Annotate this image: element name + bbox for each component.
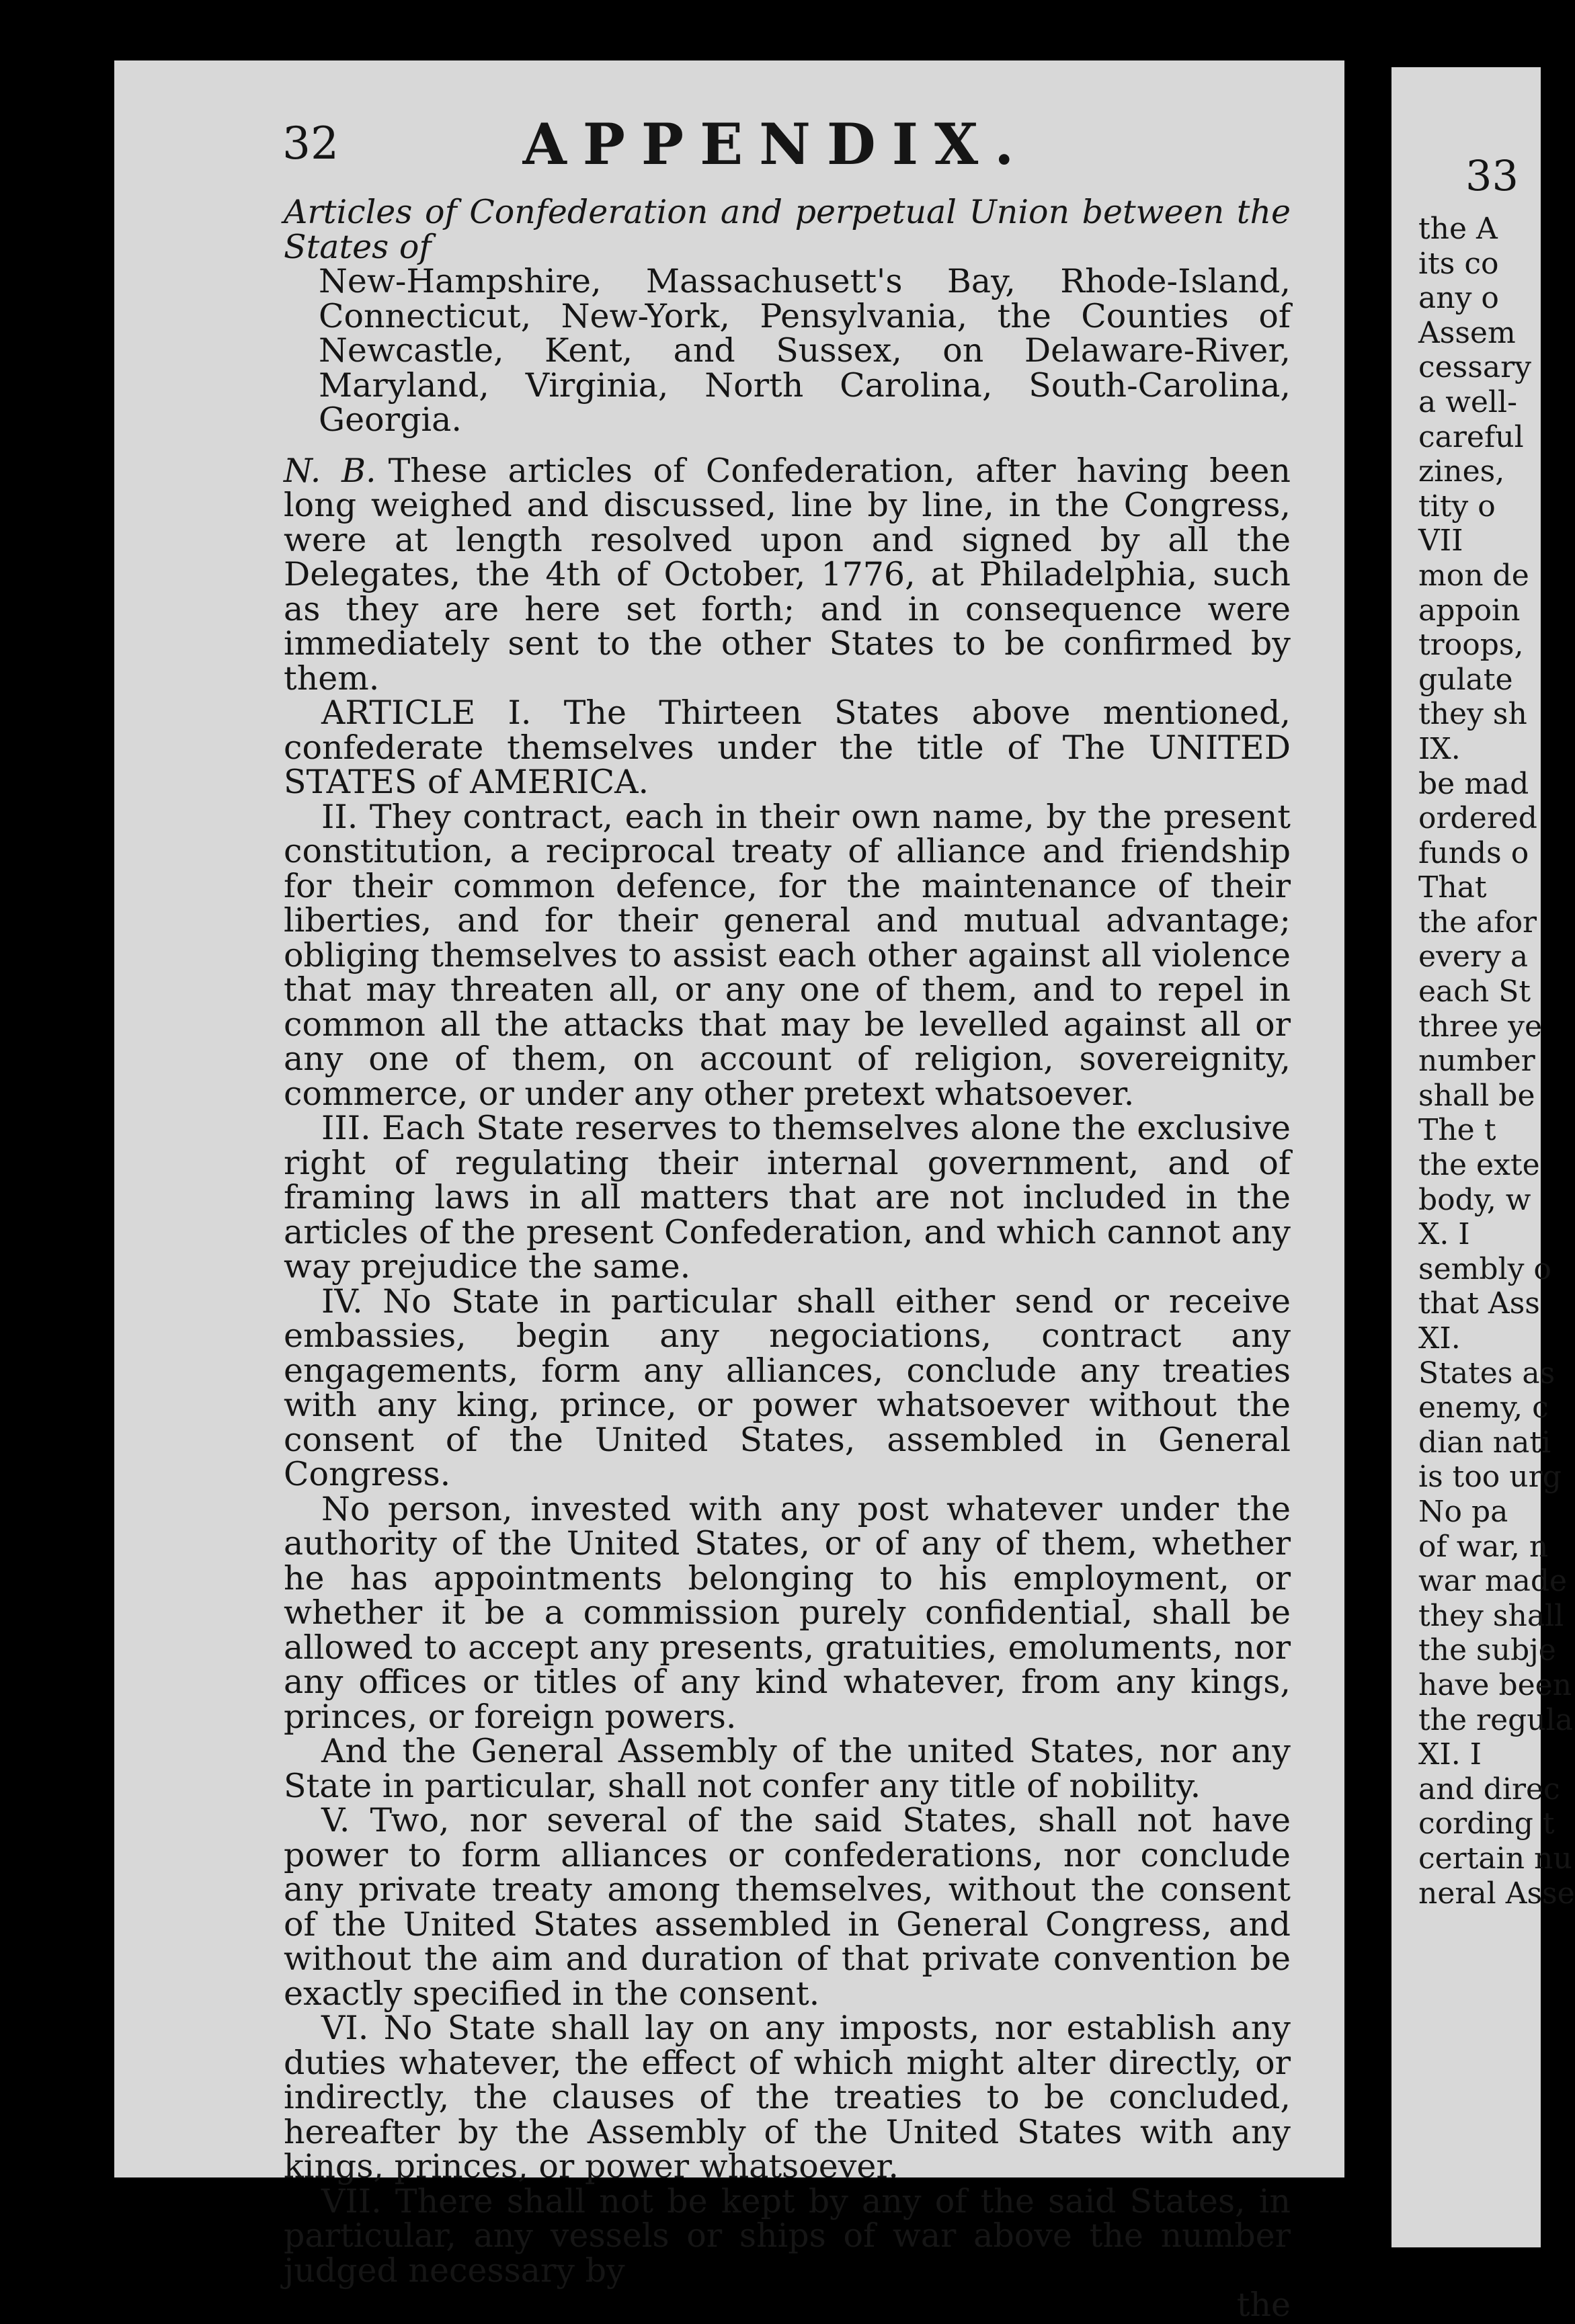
article-7: VII. There shall not be kept by any of the said States, in particular, any vessels or ships of war above the number judged necessary by [284, 2182, 1291, 2290]
right-page-line: No pa [1418, 1494, 1508, 1529]
right-page-line: they shall [1418, 1598, 1564, 1633]
right-page-text [1418, 212, 1575, 1911]
page-body [284, 195, 1291, 2323]
right-page-line: of war, n [1418, 1529, 1549, 1564]
right-page-line: each St [1418, 974, 1531, 1009]
right-page-line: mon de [1418, 558, 1529, 593]
article-4: IV. No State in particular shall either send or receive embassies, begin any negociations, contract any engagements, form any alliances, conclude any treaties with any king, prince, or power whatsoever without the consent of the United States, assembled in General Congress. [284, 1282, 1291, 1493]
right-page-line: the exte [1418, 1148, 1540, 1183]
nota-bene [284, 451, 1291, 698]
right-page-line: number [1418, 1044, 1535, 1079]
right-page-line: every a [1418, 940, 1529, 974]
right-page-line: VII [1418, 524, 1463, 558]
left-page [114, 60, 1344, 2324]
right-page-line: its co [1418, 246, 1499, 281]
right-page-line: troops, [1418, 628, 1524, 663]
right-page-line: That [1418, 870, 1487, 905]
right-page-line: sembly o [1418, 1251, 1551, 1286]
right-page-line: the regula [1418, 1702, 1573, 1737]
right-page-line: three ye [1418, 1009, 1543, 1044]
right-page-line: The t [1418, 1113, 1496, 1148]
right-page-line: X. I [1418, 1217, 1470, 1252]
right-page-line: the subje [1418, 1633, 1556, 1668]
article-1: ARTICLE I. The Thirteen States above mentioned, confederate themselves under the title of The UNITED STATES of AMERICA. [284, 694, 1291, 801]
right-page-line: zines, [1418, 454, 1505, 489]
right-page [1391, 67, 1575, 2247]
right-page-line: enemy, c [1418, 1391, 1549, 1425]
right-page-line: war made [1418, 1564, 1568, 1599]
right-page-line: tity o [1418, 489, 1496, 524]
right-page-line: neral Asse [1418, 1876, 1575, 1911]
right-page-line: shall be [1418, 1078, 1535, 1113]
right-page-line: dian nati [1418, 1425, 1551, 1460]
catchword: the [1236, 2286, 1291, 2324]
right-page-line: body, w [1418, 1182, 1531, 1217]
running-title: APPENDIX. [522, 111, 1031, 177]
right-page-line: IX. [1418, 731, 1461, 766]
right-page-line: appoin [1418, 593, 1521, 628]
right-page-line: cessary [1418, 350, 1531, 385]
right-page-line: certain nu [1418, 1841, 1572, 1876]
right-page-line: XI. I [1418, 1737, 1482, 1772]
right-page-line: gulate [1418, 662, 1513, 697]
right-page-line: funds o [1418, 835, 1529, 870]
right-page-line: that Ass [1418, 1286, 1540, 1321]
right-page-number: 33 [1465, 151, 1519, 200]
right-page-line: careful [1418, 419, 1524, 454]
article-6: VI. No State shall lay on any imposts, nor establish any duties whatever, the effect of which might alter directly, or indirectly, the clauses of the treaties to be concluded, hereafter by the Assembly of the United States with any kings, princes, or power whatsoever. [284, 2009, 1291, 2186]
nota-bene-text: These articles of Confederation, after having been long weighed and discussed, line by line, in the Congress, were at length resolved upon and signed by all the Delegates, the 4th of October, 1776, at Philadelphia, such as they are here set forth; and in consequence were immediately sent to the other States to be confirmed by them. [284, 451, 1291, 698]
right-page-line: States as [1418, 1356, 1556, 1391]
right-page-line: have been [1418, 1667, 1572, 1702]
article-4-paragraph-3: And the General Assembly of the united States, nor any State in particular, shall not confer any title of nobility. [284, 1732, 1291, 1805]
right-page-line: the A [1418, 212, 1498, 246]
right-page-line: the afor [1418, 905, 1537, 940]
right-page-line: any o [1418, 281, 1499, 316]
article-2: II. They contract, each in their own name, by the present constitution, a reciprocal treaty of alliance and friendship for their common defence, for the maintenance of their liberties, and for their general and mutual advantage; obliging themselves to assist each other against all violence that may threaten all, or any one of them, and to repel in common all the attacks that may be levelled against all or any one of them, on account of religion, sovereignity, commerce, or under any other pretext whatsoever. [284, 797, 1291, 1113]
right-page-line: a well- [1418, 384, 1517, 419]
right-page-line: XI. [1418, 1321, 1461, 1356]
heading-italic: Articles of Confederation and perpetual Union between the States of [284, 193, 1291, 266]
article-5: V. Two, nor several of the said States, shall not have power to form alliances or confederations, nor conclude any private treaty among themselves, without the consent of the United States assembled in General Congress, and without the aim and duration of that private convention be exactly specified in the consent. [284, 1801, 1291, 2013]
article-4-paragraph-2: No person, invested with any post whatever under the authority of the United States, or of any of them, whether he has appointments belonging to his employment, or whether it be a commission purely confidential, shall be allowed to accept any presents, gratuities, emoluments, nor any offices or titles of any kind whatever, from any kings, princes, or foreign powers. [284, 1489, 1291, 1736]
right-page-line: is too urg [1418, 1460, 1562, 1495]
right-page-line: be mad [1418, 766, 1529, 801]
page-header [282, 111, 1270, 185]
right-page-line: ordered [1418, 801, 1537, 836]
right-page-line: Assem [1418, 315, 1516, 350]
nota-bene-label: N. B. [284, 451, 376, 490]
heading-states: New-Hampshire, Massachusett's Bay, Rhode-Island, Connecticut, New-York, Pensylvania, the Counties of Newcastle, Kent, and Sussex, on Delaware-River, Maryland, Virginia, North Carolina, South-Carolina, Georgia. [319, 262, 1291, 439]
right-page-line: they sh [1418, 697, 1527, 732]
article-3: III. Each State reserves to themselves alone the exclusive right of regulating their internal government, and of framing laws in all matters that are not included in the articles of the present Confederation, and which cannot any way prejudice the same. [284, 1109, 1291, 1286]
right-page-line: and direc [1418, 1772, 1560, 1807]
right-page-line: cording t [1418, 1807, 1555, 1841]
page-number: 32 [282, 118, 339, 169]
document-heading [284, 195, 1291, 438]
